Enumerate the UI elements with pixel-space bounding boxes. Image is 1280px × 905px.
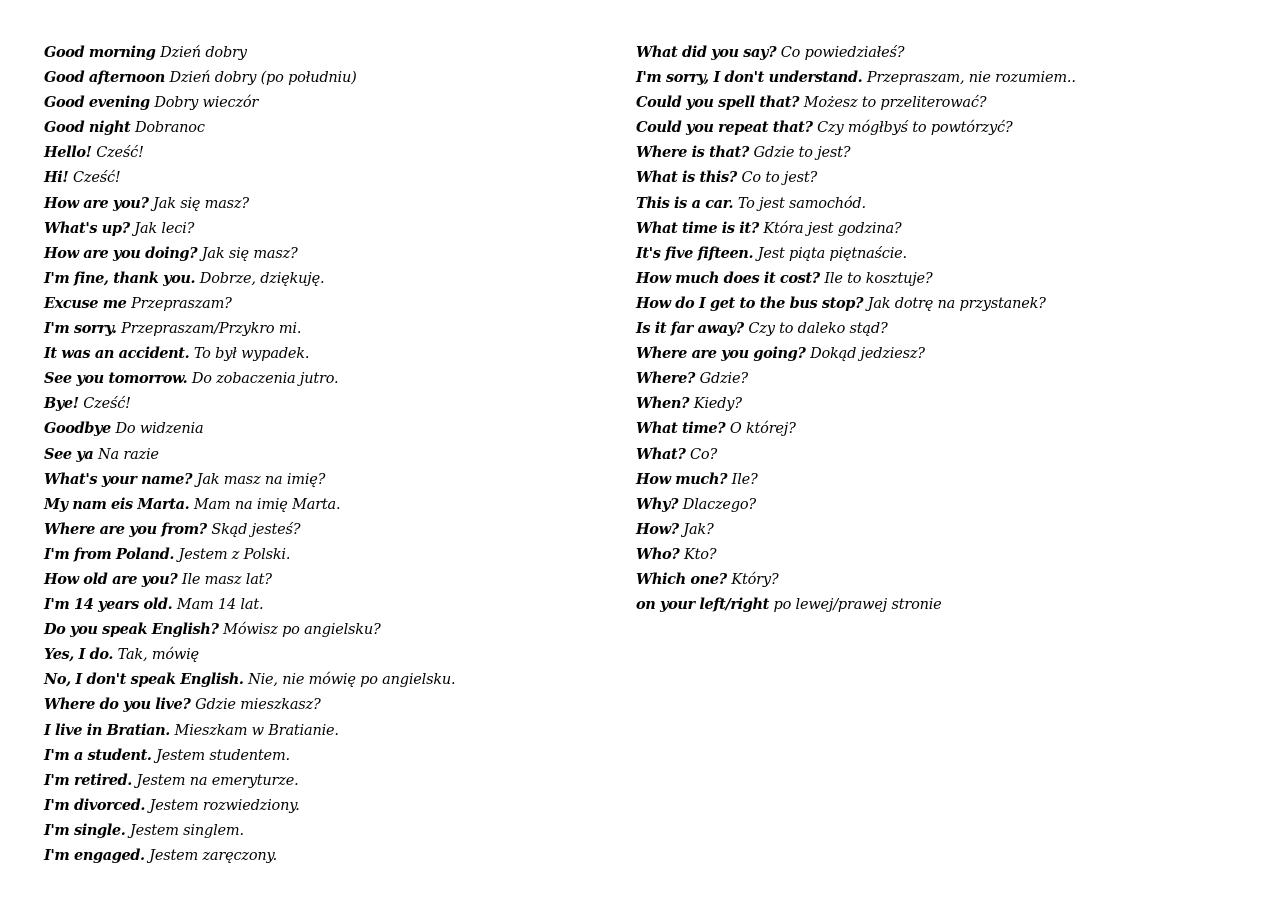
- english-phrase: How?: [636, 520, 679, 538]
- phrase-row: [636, 316, 1236, 341]
- polish-translation: Dokąd jedziesz?: [810, 346, 925, 363]
- polish-translation: Ile to kosztuje?: [824, 270, 933, 287]
- english-phrase: What?: [636, 445, 686, 463]
- phrase-row: [636, 241, 1236, 266]
- phrase-row: [44, 592, 604, 617]
- english-phrase: I'm a student.: [44, 746, 152, 764]
- phrase-row: [636, 366, 1236, 391]
- polish-translation: Tak, mówię: [117, 647, 199, 664]
- english-phrase: What time is it?: [636, 219, 759, 237]
- english-phrase: My nam eis Marta.: [44, 495, 190, 513]
- phrase-row: [44, 165, 604, 190]
- phrase-row: [44, 416, 604, 441]
- english-phrase: Where is that?: [636, 144, 749, 162]
- polish-translation: Co to jest?: [741, 170, 818, 187]
- phrase-row: [636, 266, 1236, 291]
- polish-translation: Co?: [690, 446, 718, 463]
- english-phrase: I'm fine, thank you.: [44, 269, 196, 287]
- polish-translation: Mam na imię Marta.: [193, 496, 341, 513]
- polish-translation: Ile masz lat?: [181, 571, 272, 588]
- polish-translation: Jestem rozwiedziony.: [149, 797, 300, 814]
- polish-translation: Gdzie to jest?: [753, 145, 851, 162]
- english-phrase: How much does it cost?: [636, 269, 820, 287]
- phrase-row: [44, 316, 604, 341]
- phrase-row: [636, 165, 1236, 190]
- polish-translation: Czy to daleko stąd?: [748, 321, 888, 338]
- phrase-row: [44, 492, 604, 517]
- polish-translation: To jest samochód.: [737, 195, 866, 212]
- polish-translation: Jak leci?: [134, 220, 195, 237]
- english-phrase: I'm single.: [44, 821, 126, 839]
- english-phrase: Where?: [636, 370, 696, 388]
- polish-translation: Która jest godzina?: [763, 220, 902, 237]
- english-phrase: How are you?: [44, 194, 149, 212]
- english-phrase: It's five fifteen.: [636, 244, 754, 262]
- english-phrase: What's up?: [44, 219, 130, 237]
- polish-translation: Dobrze, dziękuję.: [199, 270, 325, 287]
- polish-translation: Jak masz na imię?: [196, 471, 326, 488]
- polish-translation: Kto?: [684, 546, 717, 563]
- phrase-row: [636, 90, 1236, 115]
- english-phrase: Which one?: [636, 570, 727, 588]
- english-phrase: How are you doing?: [44, 244, 198, 262]
- english-phrase: I'm divorced.: [44, 796, 146, 814]
- polish-translation: Mam 14 lat.: [176, 597, 264, 614]
- english-phrase: I'm retired.: [44, 771, 132, 789]
- english-phrase: Hello!: [44, 144, 92, 162]
- polish-translation: Nie, nie mówię po angielsku.: [248, 672, 456, 689]
- polish-translation: Jestem singlem.: [129, 822, 244, 839]
- english-phrase: I'm sorry, I don't understand.: [636, 69, 863, 87]
- phrase-row: [44, 692, 604, 717]
- polish-translation: Dobranoc: [134, 120, 205, 137]
- english-phrase: I live in Bratian.: [44, 721, 170, 739]
- phrase-row: [636, 216, 1236, 241]
- polish-translation: Mieszkam w Bratianie.: [174, 722, 339, 739]
- phrase-row: [44, 291, 604, 316]
- english-phrase: Good evening: [44, 94, 150, 112]
- phrase-row: [636, 467, 1236, 492]
- phrase-row: [44, 718, 604, 743]
- phrase-row: [44, 567, 604, 592]
- phrase-row: [44, 40, 604, 65]
- english-phrase: See ya: [44, 445, 94, 463]
- polish-translation: Czy mógłbyś to powtórzyć?: [817, 120, 1013, 137]
- polish-translation: Jestem zaręczony.: [149, 848, 277, 864]
- english-phrase: See you tomorrow.: [44, 370, 188, 388]
- polish-translation: Jestem na emeryturze.: [136, 772, 299, 789]
- english-phrase: I'm engaged.: [44, 847, 145, 864]
- english-phrase: When?: [636, 395, 690, 413]
- polish-translation: Cześć!: [83, 396, 131, 413]
- english-phrase: Hi!: [44, 169, 69, 187]
- phrase-row: [44, 642, 604, 667]
- polish-translation: Ile?: [731, 471, 758, 488]
- polish-translation: Który?: [731, 571, 779, 588]
- phrase-row: [636, 391, 1236, 416]
- phrase-row: [44, 65, 604, 90]
- phrase-row: [636, 191, 1236, 216]
- english-phrase: Could you repeat that?: [636, 119, 813, 137]
- polish-translation: Możesz to przeliterować?: [803, 95, 987, 112]
- polish-translation: Cześć!: [72, 170, 121, 187]
- phrase-row: [636, 592, 1236, 617]
- phrase-row: [636, 115, 1236, 140]
- english-phrase: What is this?: [636, 169, 737, 187]
- phrase-row: [44, 241, 604, 266]
- polish-translation: Przepraszam/Przykro mi.: [121, 321, 302, 338]
- english-phrase: How much?: [636, 470, 728, 488]
- english-phrase: Why?: [636, 495, 679, 513]
- phrase-row: [636, 567, 1236, 592]
- polish-translation: Gdzie?: [699, 371, 748, 388]
- english-phrase: It was an accident.: [44, 345, 190, 363]
- english-phrase: Is it far away?: [636, 320, 744, 338]
- polish-translation: To był wypadek.: [193, 346, 310, 363]
- english-phrase: Who?: [636, 545, 680, 563]
- polish-translation: Cześć!: [96, 145, 144, 162]
- phrase-row: [636, 492, 1236, 517]
- polish-translation: Jak się masz?: [153, 195, 249, 212]
- english-phrase: Good morning: [44, 44, 156, 61]
- phrase-row: [44, 617, 604, 642]
- english-phrase: How old are you?: [44, 570, 178, 588]
- english-phrase: What did you say?: [636, 44, 777, 61]
- phrase-row: [636, 291, 1236, 316]
- phrase-row: [44, 768, 604, 793]
- phrase-row: [636, 442, 1236, 467]
- phrase-row: [44, 266, 604, 291]
- english-phrase: Do you speak English?: [44, 621, 219, 639]
- english-phrase: Where do you live?: [44, 696, 191, 714]
- polish-translation: Jestem studentem.: [156, 747, 290, 764]
- polish-translation: Przepraszam, nie rozumiem..: [866, 70, 1076, 87]
- polish-translation: Co powiedziałeś?: [780, 45, 905, 61]
- phrase-row: [44, 115, 604, 140]
- phrase-row: [636, 416, 1236, 441]
- phrase-row: [636, 517, 1236, 542]
- phrase-row: [44, 818, 604, 843]
- phrase-row: [636, 65, 1236, 90]
- english-phrase: Goodbye: [44, 420, 111, 438]
- phrase-list-right: [636, 40, 1236, 617]
- phrase-row: [44, 216, 604, 241]
- phrase-row: [636, 341, 1236, 366]
- english-phrase: Where are you going?: [636, 345, 806, 363]
- polish-translation: Dobry wieczór: [154, 95, 259, 112]
- polish-translation: Przepraszam?: [131, 295, 232, 312]
- polish-translation: Kiedy?: [693, 396, 742, 413]
- english-phrase: What time?: [636, 420, 726, 438]
- english-phrase: How do I get to the bus stop?: [636, 294, 864, 312]
- phrase-row: [44, 442, 604, 467]
- phrase-list-left: [44, 40, 604, 868]
- phrase-row: [44, 843, 604, 868]
- polish-translation: Gdzie mieszkasz?: [195, 697, 321, 714]
- english-phrase: I'm 14 years old.: [44, 596, 173, 614]
- polish-translation: Jestem z Polski.: [178, 546, 291, 563]
- phrase-row: [636, 40, 1236, 65]
- phrase-row: [44, 743, 604, 768]
- english-phrase: Good night: [44, 119, 131, 137]
- english-phrase: Where are you from?: [44, 520, 207, 538]
- english-phrase: Bye!: [44, 395, 79, 413]
- polish-translation: Jest piąta piętnaście.: [757, 245, 907, 262]
- phrase-row: [636, 140, 1236, 165]
- polish-translation: Jak dotrę na przystanek?: [867, 295, 1046, 312]
- phrase-row: [44, 366, 604, 391]
- polish-translation: Dlaczego?: [682, 496, 757, 513]
- english-phrase: I'm sorry.: [44, 320, 117, 338]
- english-phrase: Yes, I do.: [44, 646, 114, 664]
- english-phrase: What's your name?: [44, 470, 193, 488]
- polish-translation: Na razie: [98, 446, 159, 463]
- polish-translation: po lewej/prawej stronie: [773, 597, 942, 614]
- polish-translation: O której?: [729, 421, 796, 438]
- phrase-row: [44, 793, 604, 818]
- phrase-row: [636, 542, 1236, 567]
- english-phrase: Good afternoon: [44, 69, 165, 87]
- polish-translation: Dzień dobry (po południu): [169, 70, 357, 87]
- polish-translation: Jak?: [683, 521, 714, 538]
- english-phrase: No, I don't speak English.: [44, 671, 244, 689]
- polish-translation: Jak się masz?: [201, 245, 298, 262]
- polish-translation: Do zobaczenia jutro.: [191, 371, 339, 388]
- polish-translation: Dzień dobry: [160, 45, 247, 61]
- polish-translation: Do widzenia: [115, 421, 204, 438]
- phrase-row: [44, 517, 604, 542]
- phrase-row: [44, 542, 604, 567]
- english-phrase: on your left/right: [636, 596, 769, 614]
- phrase-row: [44, 341, 604, 366]
- phrase-row: [44, 391, 604, 416]
- english-phrase: Excuse me: [44, 294, 127, 312]
- phrase-row: [44, 191, 604, 216]
- phrase-row: [44, 140, 604, 165]
- english-phrase: Could you spell that?: [636, 94, 800, 112]
- english-phrase: I'm from Poland.: [44, 545, 174, 563]
- phrase-row: [44, 467, 604, 492]
- english-phrase: This is a car.: [636, 194, 734, 212]
- phrase-row: [44, 667, 604, 692]
- polish-translation: Mówisz po angielsku?: [223, 622, 381, 639]
- polish-translation: Skąd jesteś?: [211, 521, 301, 538]
- phrase-row: [44, 90, 604, 115]
